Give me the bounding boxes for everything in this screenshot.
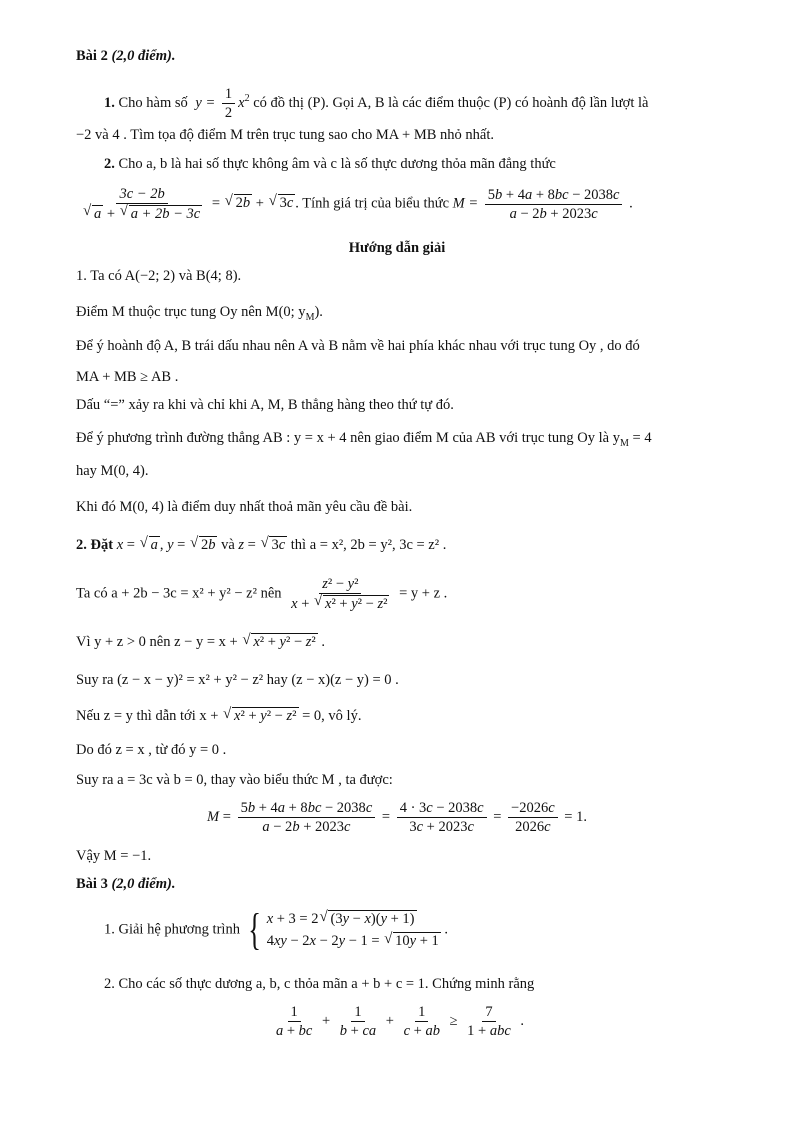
solution-part2-conclusion: Vậy M = −1. xyxy=(76,848,152,864)
solution-line-6: Để ý phương trình đường thẳng AB : y = x + 4 nên giao điểm M của AB với trục tung Oy là $y_M = 4$ xyxy=(76,430,652,449)
bai3-heading: Bài 3 (2,0 điểm). xyxy=(76,876,176,892)
solution-heading: Hướng dẫn giải xyxy=(348,240,446,256)
solution-part2-line7: Suy ra a = 3c và b = 0, thay vào biểu thức M , ta được: xyxy=(76,772,393,788)
solution-line-3: Để ý hoành độ A, B trái dấu nhau nên A và B nằm về hai phía khác nhau với trục tung Oy , do đó xyxy=(76,338,640,354)
solution-part2-line3: Vì y + z > 0 nên z − y = x + √ x² + y² − z² . xyxy=(76,632,718,652)
bai2-problem2-line2: 3c − 2b √ a + √ a + 2b − 3c = √ 2b + √ 3c . Tính giá trị của biểu thức M = $\frac{5b + 4a + 8bc - 2038c}{a - 2b + 2023c}$ . xyxy=(76,186,718,222)
solution-line-2: Điểm M thuộc trục tung Oy nên M(0; $y_M$). xyxy=(76,304,323,323)
solution-line-4: MA + MB ≥ AB . xyxy=(76,369,179,385)
bai2-heading: Bài 2 (2,0 điểm). xyxy=(76,48,176,64)
solution-part2-line1: 2. Đặt x = √ a , y = √ 2b và z = √ 3c thì a = x², 2b = y², 3c = z² . xyxy=(76,535,718,555)
bai3-inequality: $\frac{1}{a + bc}$ + $\frac{1}{b + ca}$ + $\frac{1}{c + ab}$ ≥ 7 1 + abc . xyxy=(275,1004,525,1039)
solution-part2-line6: Do đó z = x , từ đó y = 0 . xyxy=(76,742,227,758)
solution-part2-line8: M = $\frac{5b + 4a + 8bc - 2038c}{a - 2b + 2023c}$ = $\frac{4 \cdot 3c - 2038c}{3c + 2023c}$ = $\frac{-2026c}{2026c}$ = 1. xyxy=(207,800,587,835)
solution-part2-line5: Nếu z = y thì dẫn tới x + √ x² + y² − z² = 0, vô lý. xyxy=(76,706,718,726)
bai2-problem2-line1: 2. Cho a, b là hai số thực không âm và c là số thực dương thỏa mãn đẳng thức xyxy=(104,156,556,172)
solution-part2-line2: Ta có a + 2b − 3c = x² + y² − z² nên $\frac{\text{z² − y²}}{\text{x + √ x² + y² − z²}}$ = y + z . xyxy=(76,576,718,612)
bai2-problem1-line2: −2 và 4 . Tìm tọa độ điểm M trên trục tung sao cho MA + MB nhỏ nhất. xyxy=(76,127,495,143)
bai2-problem1-line1: 1. Cho hàm số y = $\frac{1}{2}$ $x^2$ có đồ thị (P). Gọi A, B là các điểm thuộc (P) có hoành độ lần lượt là xyxy=(104,86,649,121)
solution-part2-line4: Suy ra (z − x − y)² = x² + y² − z² hay (z − x)(z − y) = 0 . xyxy=(76,672,399,688)
bai3-problem2: 2. Cho các số thực dương a, b, c thỏa mãn a + b + c = 1. Chứng minh rằng xyxy=(104,976,535,992)
solution-line-8: Khi đó M(0, 4) là điểm duy nhất thoả mãn yêu cầu đề bài. xyxy=(76,499,413,515)
bai3-problem1: 1. Giải hệ phương trình { x + 3 = 2√ (3y − x)(y + 1) 4xy − 2x − 2y − 1 = √ 10y + 1 . xyxy=(104,908,718,952)
solution-line-1: 1. Ta có A(−2; 2) và B(4; 8). xyxy=(76,268,242,284)
solution-line-5: Dấu “=” xảy ra khi và chỉ khi A, M, B thẳng hàng theo thứ tự đó. xyxy=(76,397,454,413)
solution-line-7: hay M(0, 4). xyxy=(76,463,149,479)
